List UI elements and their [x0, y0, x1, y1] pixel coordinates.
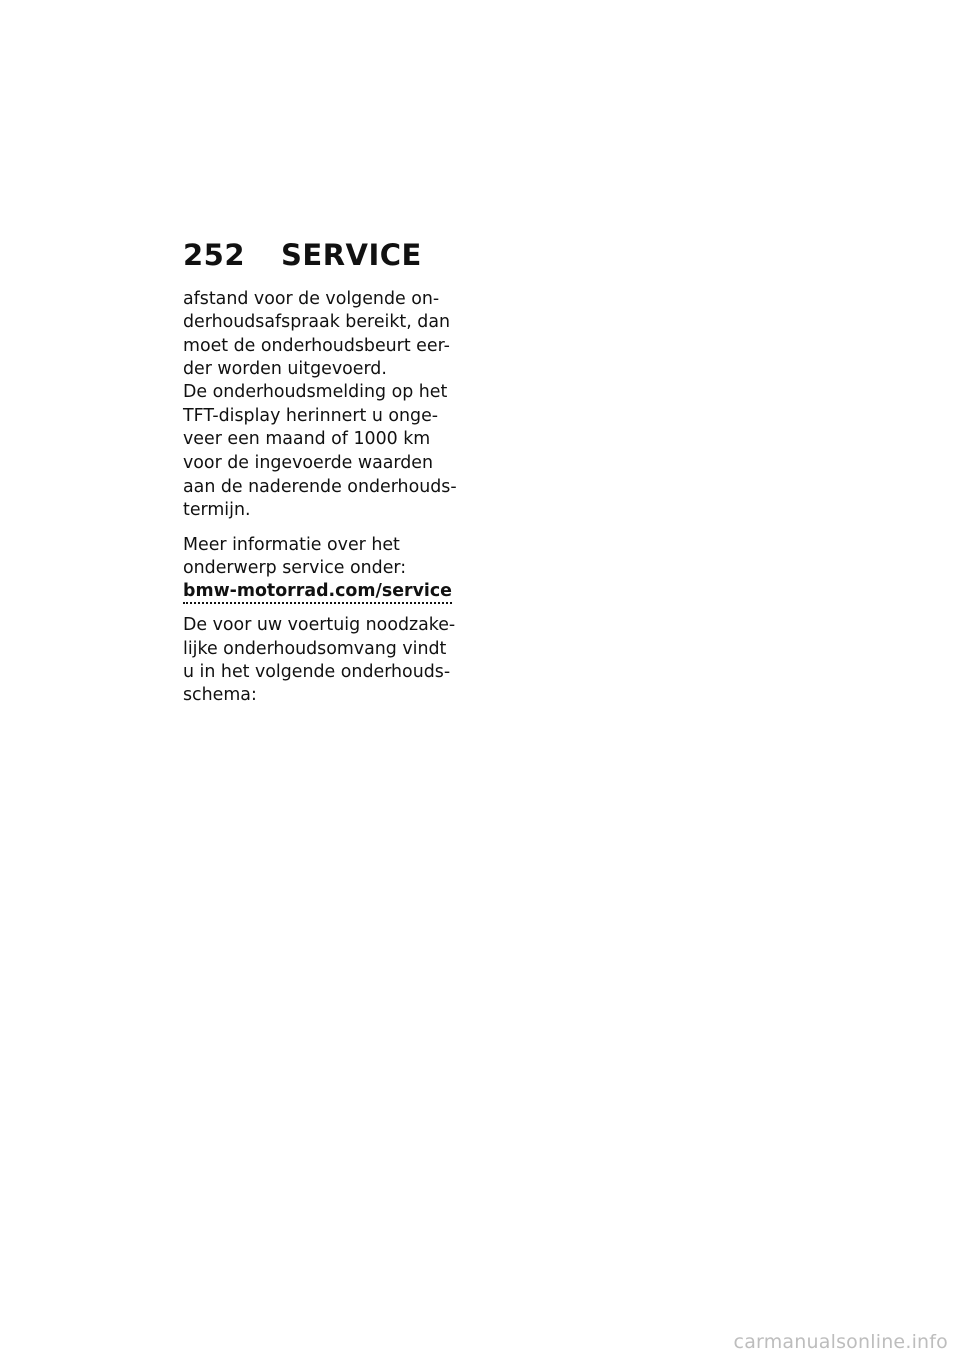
section-title: SERVICE	[281, 238, 422, 272]
text-line: De onderhoudsmelding op het	[183, 382, 448, 403]
page-number: 252	[183, 238, 246, 272]
service-website-link[interactable]: bmw-motorrad.com/service	[183, 581, 452, 604]
body-text	[183, 288, 457, 708]
text-line: der worden uitgevoerd.	[183, 358, 387, 379]
text-line: veer een maand of 1000 km	[183, 429, 431, 450]
page-header	[183, 238, 422, 280]
text-line: voor de ingevoerde waarden	[183, 452, 433, 473]
text-line: TFT-display herinnert u onge-	[183, 405, 439, 426]
text-line: onderwerp service onder:	[183, 558, 407, 579]
text-line: moet de onderhoudsbeurt eer-	[183, 335, 450, 356]
text-line: lijke onderhoudsomvang vindt	[183, 638, 447, 659]
text-line: u in het volgende onderhouds-	[183, 661, 451, 682]
text-line: schema:	[183, 685, 257, 706]
text-line: aan de naderende onderhouds-	[183, 476, 457, 497]
paragraph-more-info	[183, 534, 453, 605]
text-line: De voor uw voertuig noodzake-	[183, 615, 456, 636]
paragraph-service-distance	[183, 288, 453, 381]
text-line: Meer informatie over het	[183, 534, 400, 555]
text-line: afstand voor de volgende on-	[183, 289, 440, 309]
text-line: termijn.	[183, 500, 251, 521]
watermark-text: carmanualsonline.info	[733, 1331, 948, 1353]
paragraph-maintenance-schedule	[183, 614, 456, 707]
paragraph-tft-reminder	[183, 381, 457, 523]
text-line: derhoudsafspraak bereikt, dan	[183, 312, 451, 333]
